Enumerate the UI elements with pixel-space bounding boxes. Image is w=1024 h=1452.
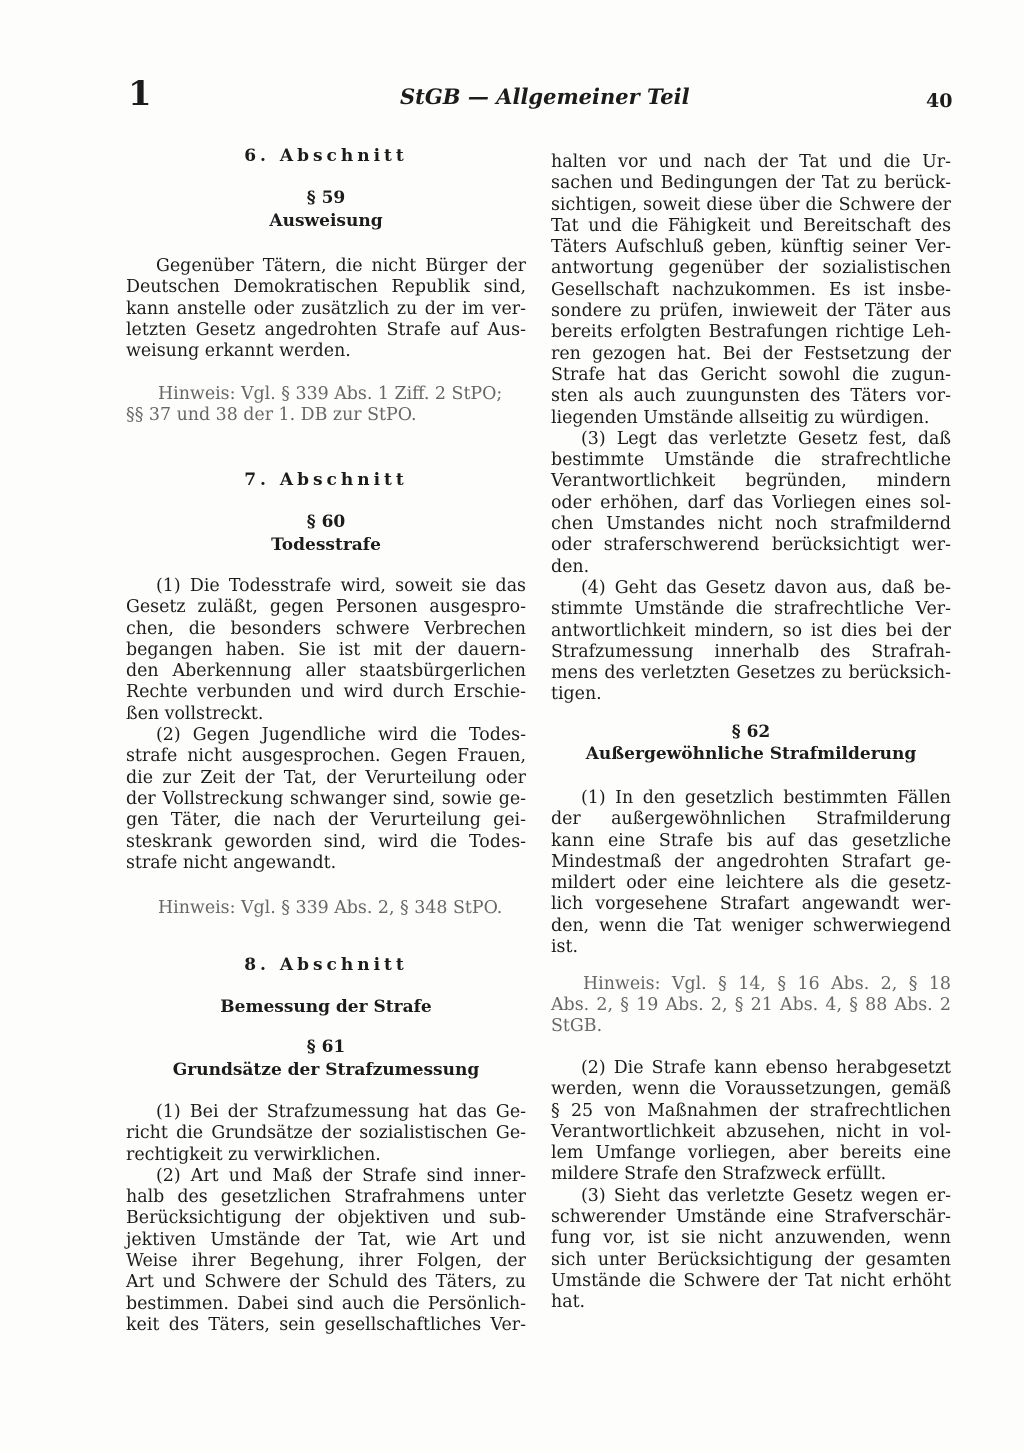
text-line: oder erhöhen, darf das Vorliegen eines sol- <box>551 492 951 513</box>
text-line: bestimmen. Dabei sind auch die Persönlich- <box>126 1293 526 1314</box>
reference-note: Hinweis: Vgl. § 14, § 16 Abs. 2, § 18 <box>583 974 951 994</box>
text-line: chen Umstandes nicht noch strafmildernd <box>551 514 951 535</box>
text-line: bereits erfolgten Bestrafungen richtige Leh- <box>551 322 951 343</box>
text-line: Gesellschaft nachzukommen. Es ist insbe- <box>551 279 951 300</box>
running-head: StGB — Allgemeiner Teil <box>400 84 690 109</box>
text-line: Strafe hat das Gericht sowohl die zugun- <box>551 364 951 385</box>
text-line: (3) Sieht das verletzte Gesetz wegen er- <box>581 1185 951 1206</box>
text-line: Täters Aufschluß geben, künftig seiner Ver- <box>551 237 951 258</box>
paragraph-body <box>551 1058 951 1314</box>
text-line: strafe nicht ausgesprochen. Gegen Frauen, <box>126 746 526 767</box>
text-line: weisung erkannt werden. <box>126 341 351 362</box>
paragraph-number: § 61 <box>306 1037 346 1057</box>
text-line: kann anstelle oder zusätzlich zu der im ver- <box>126 298 526 319</box>
paragraph-title: Außergewöhnliche Strafmilderung <box>585 744 917 764</box>
text-line: keit des Täters, sein gesellschaftliches Ver- <box>126 1314 526 1335</box>
text-line: Deutschen Demokratischen Republik sind, <box>126 277 526 298</box>
text-line: kann eine Strafe bis auf das gesetzliche <box>551 830 951 851</box>
text-line: rechtigkeit zu verwirklichen. <box>126 1144 381 1165</box>
text-line: antwortlichkeit mindern, so ist dies bei der <box>551 620 951 641</box>
text-line: den Aberkennung aller staatsbürgerlichen <box>126 661 526 682</box>
text-line: (1) Bei der Strafzumessung hat das Ge- <box>156 1102 526 1122</box>
text-line: steskrank geworden sind, wird die Todes- <box>126 831 526 852</box>
paragraph-number: § 60 <box>306 512 346 532</box>
paragraph-number: § 59 <box>306 188 346 208</box>
text-line: oder straferschwerend berücksichtigt wer- <box>551 535 951 556</box>
text-line: Gegenüber Tätern, die nicht Bürger der <box>156 256 526 276</box>
paragraph-body <box>126 576 526 874</box>
text-line: letzten Gesetz angedrohten Strafe auf Aus- <box>126 319 526 340</box>
text-line: (1) Die Todesstrafe wird, soweit sie das <box>156 576 526 596</box>
text-line: Art und Schwere der Schuld des Täters, zu <box>126 1272 526 1293</box>
text-line: sondere zu prüfen, inwieweit der Täter aus <box>551 301 951 322</box>
reference-note: Hinweis: Vgl. § 339 Abs. 1 Ziff. 2 StPO; <box>158 384 503 404</box>
text-line: sichtigen, soweit diese über die Schwere der <box>551 194 951 215</box>
reference-note: Abs. 2, § 19 Abs. 2, § 21 Abs. 4, § 88 Abs. 2 <box>551 995 951 1015</box>
page-number: 40 <box>926 90 953 112</box>
text-line: gen Täter, die nach der Verurteilung gei- <box>126 810 526 831</box>
text-line: die zur Zeit der Tat, der Verurteilung oder <box>126 767 526 788</box>
text-line: antwortung gegenüber der sozialistischen <box>551 258 951 279</box>
text-line: begangen haben. Sie ist mit der dauern- <box>126 639 526 660</box>
margin-number: 1 <box>128 74 152 114</box>
text-line: ist. <box>551 937 579 958</box>
section-heading: 7. Abschnitt <box>244 470 408 490</box>
text-line: Strafzumessung innerhalb des Strafrah- <box>551 641 951 662</box>
text-line: werden, wenn die Voraussetzungen, gemäß <box>551 1079 951 1100</box>
paragraph-title: Todesstrafe <box>271 535 381 555</box>
text-line: (2) Gegen Jugendliche wird die Todes- <box>156 725 526 746</box>
text-line: (3) Legt das verletzte Gesetz fest, daß <box>581 428 951 449</box>
text-line: richt die Grundsätze der sozialistischen Ge- <box>126 1123 526 1144</box>
text-line: lem Umfange vorliegen, aber bereits eine <box>551 1143 951 1164</box>
text-line: lich vorgesehene Strafart angewandt wer- <box>551 894 951 915</box>
text-line: (2) Art und Maß der Strafe sind inner- <box>156 1165 526 1186</box>
paragraph-body <box>551 788 951 958</box>
text-line: sten als auch zuungunsten des Täters vor- <box>551 386 951 407</box>
text-line: stimmte Umstände die strafrechtliche Ver- <box>551 599 951 620</box>
text-line: (4) Geht das Gesetz davon aus, daß be- <box>581 577 951 598</box>
paragraph-number: § 62 <box>731 722 771 742</box>
text-line: der außergewöhnlichen Strafmilderung <box>551 809 951 830</box>
text-line: den, wenn die Tat weniger schwerwiegend <box>551 915 951 936</box>
text-line: Rechte verbunden und wird durch Erschie- <box>126 682 526 703</box>
text-line: Weise ihrer Begehung, ihrer Folgen, der <box>126 1251 526 1272</box>
text-line: Verantwortlichkeit abzusehen, nicht in vol- <box>551 1121 951 1142</box>
section-heading: 6. Abschnitt <box>244 146 408 166</box>
text-line: (1) In den gesetzlich bestimmten Fällen <box>581 788 951 808</box>
text-line: halb des gesetzlichen Strafrahmens unter <box>126 1187 526 1208</box>
text-line: Berücksichtigung der objektiven und sub- <box>126 1208 526 1229</box>
text-line: Gesetz zuläßt, gegen Personen ausgespro- <box>126 597 526 618</box>
text-line: mildert oder eine leichtere als die gesetz- <box>551 873 951 894</box>
text-line: Tat und die Fähigkeit und Bereitschaft des <box>551 215 951 236</box>
text-line: Umstände die Schwere der Tat nicht erhöht <box>551 1270 951 1291</box>
text-line: chen, die besonders schwere Verbrechen <box>126 618 526 639</box>
reference-note: Hinweis: Vgl. § 339 Abs. 2, § 348 StPO. <box>158 898 503 918</box>
text-line: mens des verletzten Gesetzes zu berücksich- <box>551 663 951 684</box>
text-line: sachen und Bedingungen der Tat zu berück- <box>551 173 951 194</box>
text-line: den. <box>551 556 590 577</box>
text-line: liegenden Umstände allseitig zu würdigen. <box>551 407 930 428</box>
paragraph-title: Ausweisung <box>269 211 383 231</box>
text-line: bestimmte Umstände die strafrechtliche <box>551 450 951 471</box>
text-line: Verantwortlichkeit begründen, mindern <box>551 471 951 492</box>
reference-note: §§ 37 und 38 der 1. DB zur StPO. <box>126 405 417 425</box>
text-line: schwerender Umstände eine Strafverschär- <box>551 1207 951 1228</box>
text-line: (2) Die Strafe kann ebenso herabgesetzt <box>581 1058 951 1078</box>
text-line: ßen vollstreckt. <box>126 703 264 724</box>
text-line: ren gezogen hat. Bei der Festsetzung der <box>551 343 951 364</box>
text-line: halten vor und nach der Tat und die Ur- <box>551 152 951 172</box>
paragraph-body <box>551 152 951 706</box>
text-line: Mindestmaß der angedrohten Strafart ge- <box>551 851 951 872</box>
paragraph-body <box>126 256 526 362</box>
section-heading: 8. Abschnitt <box>244 955 408 975</box>
text-line: der Vollstreckung schwanger sind, sowie ge- <box>126 788 526 809</box>
text-line: strafe nicht angewandt. <box>126 852 337 873</box>
text-line: fung vor, ist sie nicht anzuwenden, wenn <box>551 1228 951 1249</box>
text-line: § 25 von Maßnahmen der strafrechtlichen <box>551 1100 951 1121</box>
text-line: sich unter Berücksichtigung der gesamten <box>551 1249 951 1270</box>
text-line: hat. <box>551 1292 586 1313</box>
text-line: mildere Strafe den Strafzweck erfüllt. <box>551 1164 887 1185</box>
paragraph-title: Grundsätze der Strafzumessung <box>172 1060 480 1080</box>
paragraph-body <box>126 1102 526 1336</box>
reference-note: StGB. <box>551 1016 603 1036</box>
text-line: jektiven Umstände der Tat, wie Art und <box>126 1229 526 1250</box>
section-title: Bemessung der Strafe <box>220 997 432 1017</box>
text-line: tigen. <box>551 684 602 705</box>
